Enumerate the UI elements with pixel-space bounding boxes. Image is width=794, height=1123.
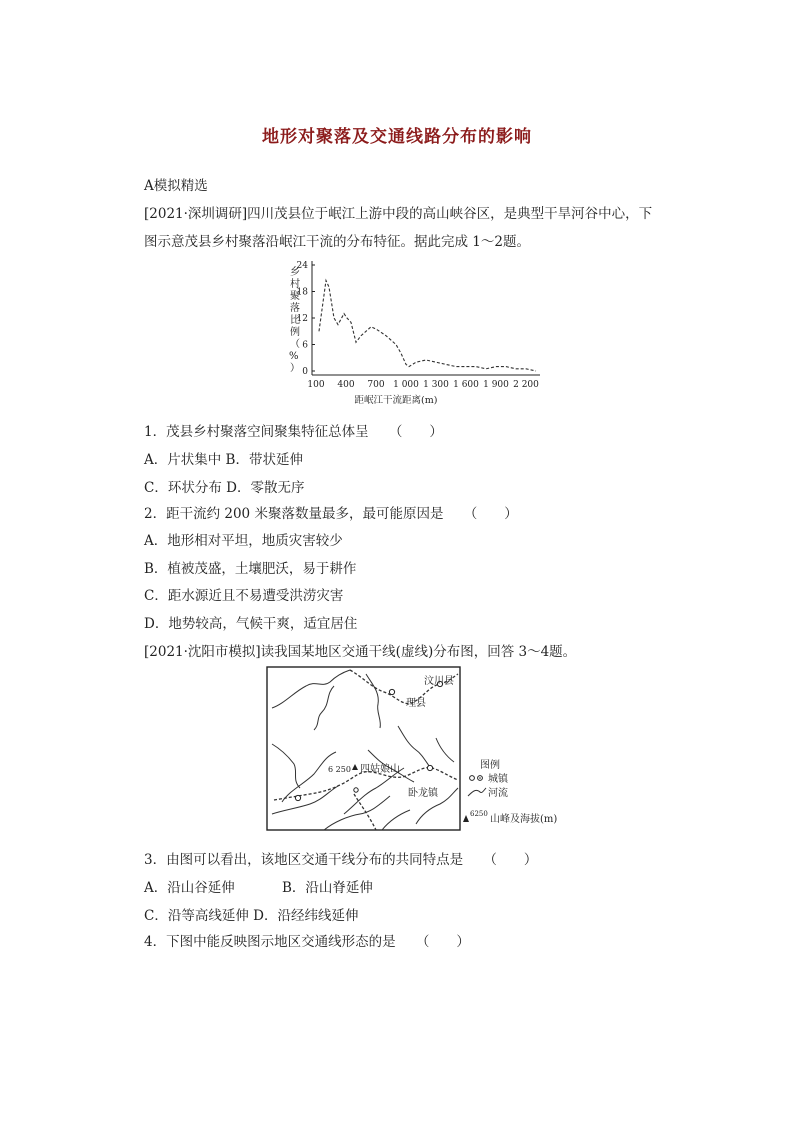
town-icon [427,765,432,770]
y-label-char: 比 [290,315,300,326]
question-3: 3．由图可以看出，该地区交通干线分布的共同特点是 （ ） [144,852,538,868]
y-tick-label: 24 [296,261,308,271]
question-2: 2．距干流约 200 米聚落数量最多，最可能原因是 （ ） [144,506,518,522]
y-label-char: 乡 [290,267,300,278]
legend-peak-value: 6250 [470,810,488,818]
peak-icon [463,815,469,822]
y-tick-label: 12 [296,314,308,324]
y-label-char: % [289,351,299,362]
q1-options-line-2: C．环状分布 D．零散无序 [144,480,305,496]
x-axis-label: 距岷江干流距离(m) [354,395,438,406]
y-label-char: （ [290,339,300,350]
map-frame [267,667,460,830]
town-label-wolong: 卧龙镇 [408,788,438,799]
peak-label: 四姑娘山 [360,764,400,775]
q1-options-line-1: A．片状集中 B．带状延伸 [144,452,303,468]
q2-option-a: A．地形相对平坦，地质灾害较少 [144,533,343,549]
town-label-wenchuan: 汶川县 [424,676,454,687]
q2-option-d: D．地势较高，气候干爽，适宜居住 [144,616,358,632]
y-label-char: ） [290,363,300,374]
x-tick-label: 1 000 [393,380,419,390]
x-tick-label: 1 600 [453,380,479,390]
town-label-lixian: 理县 [406,698,426,709]
peak-elevation: 6 250 [328,765,351,774]
town-icon [295,795,300,800]
x-tick-label: 2 200 [513,380,539,390]
town-icon [354,788,358,792]
question-1: 1．茂县乡村聚落空间聚集特征总体呈 （ ） [144,424,443,440]
legend-peak-label: 山峰及海拔(m) [490,814,558,825]
y-label-char: 村 [290,279,300,290]
river-icon [468,788,486,796]
y-tick-label: 18 [296,287,308,298]
series-line [319,281,536,372]
town-icon [479,777,481,779]
y-label-char: 聚 [290,291,300,302]
town-icon [470,776,475,781]
intro-1-line-2: 图示意茂县乡村聚落沿岷江干流的分布特征。据此完成 1～2题。 [144,234,530,250]
section-heading: A模拟精选 [144,178,208,194]
x-tick-label: 1 900 [483,380,509,390]
q3-options-line-2: C．沿等高线延伸 D．沿经纬线延伸 [144,908,359,924]
x-tick-label: 700 [367,380,385,390]
question-4: 4．下图中能反映图示地区交通线形态的是 （ ） [144,934,470,950]
settlement-distance-chart [278,255,548,407]
intro-1-line-1: [2021·深圳调研]四川茂县位于岷江上游中段的高山峡谷区，是典型干旱河谷中心，下 [144,206,653,222]
page-title: 地形对聚落及交通线路分布的影响 [262,127,532,147]
y-label-char: 落 [290,303,300,314]
transport-map [264,664,564,834]
x-tick-label: 400 [337,380,355,390]
q3-option-b: B．沿山脊延伸 [282,880,373,896]
q2-option-c: C．距水源近且不易遭受洪涝灾害 [144,588,344,604]
y-tick-label: 0 [302,367,308,377]
y-tick-label: 6 [302,340,308,351]
x-tick-label: 1 300 [423,380,449,390]
map-legend [463,758,557,825]
q2-option-b: B．植被茂盛，土壤肥沃，易于耕作 [144,561,357,577]
legend-river-label: 河流 [488,788,508,799]
intro-2: [2021·沈阳市模拟]读我国某地区交通干线(虚线)分布图，回答 3～4题。 [144,644,577,660]
legend-town-label: 城镇 [488,774,508,785]
legend-title: 图例 [480,760,500,771]
y-label-char: 例 [290,327,300,338]
q3-option-a: A．沿山谷延伸 [144,880,235,896]
town-icon [389,689,394,694]
x-tick-label: 100 [307,380,325,390]
